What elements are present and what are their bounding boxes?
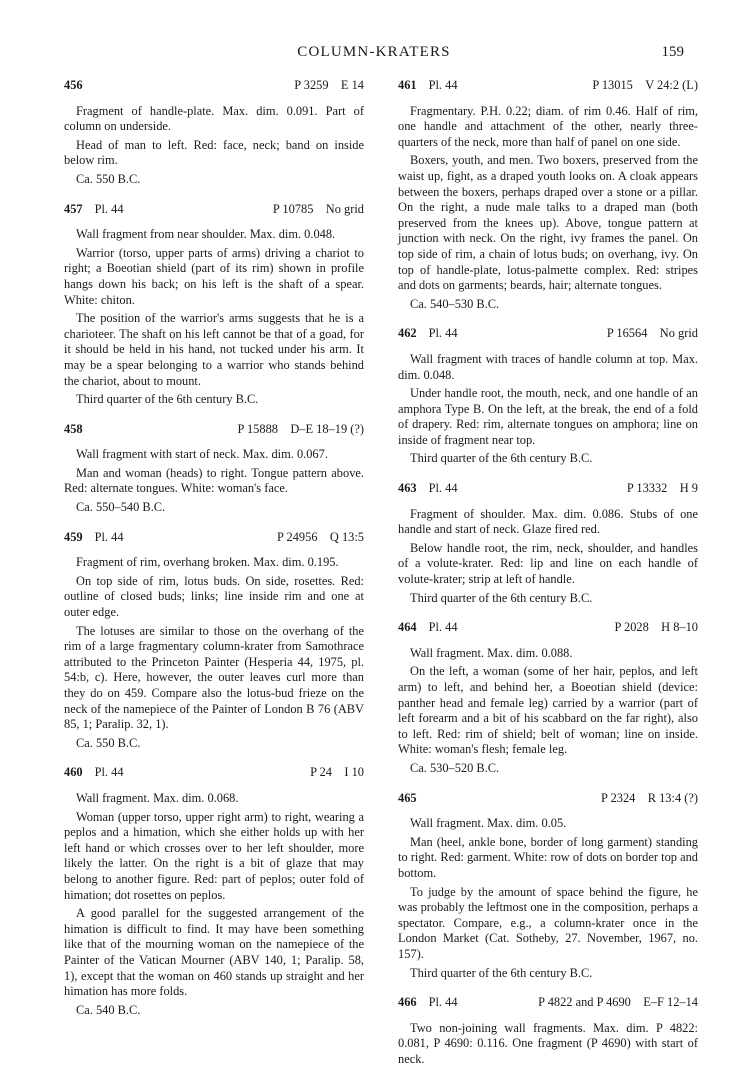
entry-paragraph: To judge by the amount of space behind the figure, he was probably the leftmost one in the composition, perhaps a spectator. Compare, e.g., a column-krater once in the London Market (Cat. Sotheby, 27. November, 1967, no. 157). — [398, 884, 698, 961]
entry-paragraph: Man (heel, ankle bone, border of long garment) standing to right. Red: garment. White: row of dots on border top and bottom. — [398, 834, 698, 880]
entry-number: 461 — [398, 78, 417, 92]
entry-paragraph: Below handle root, the rim, neck, shoulder, and handles of a volute-krater. Red: lip and line on each handle of volute-krater; strip at left of handle. — [398, 540, 698, 587]
entry-paragraph: Head of man to left. Red: face, neck; band on inside below rim. — [64, 137, 364, 168]
entry-paragraph: Warrior (torso, upper parts of arms) driving a chariot to right; a Boeotian shield (part of its rim) shown in profile hangs down his back; on his left is the shaft of a spear. White: chiton. — [64, 245, 364, 307]
entry-heading — [64, 530, 364, 551]
inventory-reference: P 16564 No grid — [606, 326, 698, 341]
entry-paragraph: Wall fragment. Max. dim. 0.088. — [410, 645, 573, 660]
plate-reference: Pl. 44 — [94, 529, 124, 544]
running-title: COLUMN-KRATERS — [297, 44, 451, 60]
entry-number: 458 — [64, 421, 83, 436]
plate-reference: Pl. 44 — [428, 995, 458, 1010]
entry-paragraph: Wall fragment. Max. dim. 0.068. — [76, 790, 239, 805]
entry-number: 463 — [398, 481, 417, 496]
inventory-reference: P 24956 Q 13:5 — [277, 529, 364, 544]
entry-paragraph: Man and woman (heads) to right. Tongue pattern above. Red: alternate tongues. White: woman's face. — [64, 465, 364, 496]
catalogue-entry — [64, 78, 364, 188]
plate-reference: Pl. 44 — [94, 765, 124, 780]
inventory-reference: P 2324 R 13:4 (?) — [601, 790, 698, 805]
right-column — [398, 78, 698, 1081]
entry-date: Ca. 530–520 B.C. — [410, 760, 500, 775]
entry-number: 466 — [398, 995, 417, 1010]
catalogue-entry — [398, 620, 698, 776]
entry-heading — [64, 422, 364, 443]
entry-paragraph: The position of the warrior's arms suggests that he is a charioteer. The shaft on his left cannot be that of a goad, for it should be held in his hand, not tucked under his arm. It may be a spear belonging to a warrior who stands behind the chariot, about to mount. — [64, 311, 364, 388]
entry-date: Ca. 550–540 B.C. — [76, 500, 166, 515]
entry-heading — [64, 202, 364, 223]
entry-date: Third quarter of the 6th century B.C. — [410, 590, 593, 605]
entry-date: Ca. 550 B.C. — [76, 735, 141, 750]
entry-paragraph: A good parallel for the suggested arrangement of the himation is difficult to find. It may have been something like that of the mourning woman on the namepiece of the Painter of the Vatican Mourner (ABV 140, 1; Paralip. 58, 1), except that the woman on 460 stands up straight and her himation has more folds. — [64, 906, 364, 999]
entry-heading — [398, 791, 698, 812]
inventory-reference: P 24 I 10 — [310, 765, 364, 780]
entry-date: Third quarter of the 6th century B.C. — [76, 392, 259, 407]
entry-heading — [398, 995, 698, 1016]
inventory-reference: P 15888 D–E 18–19 (?) — [237, 421, 364, 436]
entry-heading — [398, 481, 698, 502]
entry-paragraph: Wall fragment from near shoulder. Max. dim. 0.048. — [76, 227, 336, 242]
entry-number: 460 — [64, 765, 83, 780]
entry-date: Third quarter of the 6th century B.C. — [410, 965, 593, 980]
catalogue-entry — [398, 481, 698, 606]
catalogue-entry — [398, 791, 698, 982]
entry-paragraph: Fragment of handle-plate. Max. dim. 0.091. Part of column on underside. — [64, 103, 364, 134]
entry-date: Ca. 540–530 B.C. — [410, 296, 500, 311]
entry-paragraph: Fragment of shoulder. Max. dim. 0.086. Stubs of one handle and start of neck. Glaze fired red. — [398, 506, 698, 537]
entry-paragraph: On the left, a woman (some of her hair, peplos, and left arm) to left, and behind her, a Boeotian shield (device: panther head and female leg) carried by a warrior (part of left forearm and a bit of his scabbard on the far right), also to left. Red: rim of shield; belt of woman; line on inside. White: woman's flesh; female leg. — [398, 664, 698, 757]
inventory-reference: P 3259 E 14 — [294, 78, 364, 92]
entry-number: 465 — [398, 790, 417, 805]
inventory-reference: P 13015 V 24:2 (L) — [592, 78, 698, 92]
entry-number: 459 — [64, 529, 83, 544]
plate-reference: Pl. 44 — [94, 201, 124, 216]
entry-heading — [398, 620, 698, 641]
entry-date: Third quarter of the 6th century B.C. — [410, 451, 593, 466]
inventory-reference: P 10785 No grid — [272, 201, 364, 216]
entry-paragraph: Wall fragment with traces of handle column at top. Max. dim. 0.048. — [398, 351, 698, 382]
entry-paragraph: Wall fragment. Max. dim. 0.05. — [410, 816, 567, 831]
catalogue-entry — [64, 530, 364, 752]
entry-paragraph: Under handle root, the mouth, neck, and one handle of an amphora Type B. On the left, at the break, the end of a fold of drapery. Red: rim, alternate tongues on amphora; line on inside of fragment near top. — [398, 386, 698, 447]
entry-number: 464 — [398, 620, 417, 635]
entry-number: 456 — [64, 78, 83, 92]
entry-number: 457 — [64, 201, 83, 216]
catalogue-entry — [398, 995, 698, 1067]
plate-reference: Pl. 44 — [428, 326, 458, 341]
plate-reference: Pl. 44 — [428, 481, 458, 496]
running-header — [64, 44, 684, 66]
catalogue-entry — [64, 202, 364, 408]
inventory-reference: P 4822 and P 4690 E–F 12–14 — [538, 995, 698, 1010]
left-column — [64, 78, 364, 1032]
entry-paragraph: Boxers, youth, and men. Two boxers, preserved from the waist up, fight, as a draped youth looks on. A cloak appears between the boxers, perhaps draped over a stone or a pillar. On the right, a nude male talks to a draped man (both preserved from the knees up). Above, tongue pattern at junction with neck. On the right, ivy frames the panel. On top side of rim, a chain of lotus buds; on overhang, ivy. On top of handle-plate, lotus-palmette complex. Red: stripes and dots on garments; beards, hair; alternate tongues. — [398, 153, 698, 293]
entry-heading — [398, 326, 698, 347]
entry-date: Ca. 540 B.C. — [76, 1002, 141, 1017]
entry-date: Ca. 550 B.C. — [76, 171, 141, 186]
entry-paragraph: Woman (upper torso, upper right arm) to right, wearing a peplos and a himation, which she either holds up with her left hand or which crosses over to her left shoulder, more likely the latter. On the right is a bit of glaze that may belong to another figure. Red: part of peplos; outer fold of himation; dot rosettes on peplos. — [64, 809, 364, 902]
entry-heading — [398, 78, 698, 99]
catalogue-entry — [64, 422, 364, 516]
page-number: 159 — [661, 44, 684, 60]
inventory-reference: P 2028 H 8–10 — [614, 620, 698, 635]
catalogue-entry — [64, 765, 364, 1018]
entry-paragraph: Two non-joining wall fragments. Max. dim. P 4822: 0.081, P 4690: 0.116. One fragment (P 4690) with start of neck. — [398, 1020, 698, 1066]
entry-heading — [64, 78, 364, 99]
entry-paragraph: The lotuses are similar to those on the overhang of the rim of a large fragmentary column-krater from Samothrace attributed to the Princeton Painter (Hesperia 44, 1975, pl. 54:b, c). Here, however, the outer leaves curl more than they do on 459. Compare also the lotus-bud frieze on the neck of the namepiece of the Painter of London B 76 (ABV 85, 1; Paralip. 32, 1). — [64, 623, 364, 732]
entry-heading — [64, 765, 364, 786]
catalogue-entry — [398, 326, 698, 467]
inventory-reference: P 13332 H 9 — [626, 481, 698, 496]
entry-paragraph: Fragmentary. P.H. 0.22; diam. of rim 0.46. Half of rim, one handle and attachment of the other, nearly three-quarters of the neck, more than half of panel on one side. — [398, 103, 698, 149]
catalogue-entry — [398, 78, 698, 312]
entry-paragraph: On top side of rim, lotus buds. On side, rosettes. Red: outline of closed buds; links; line inside rim and one at outer edge. — [64, 573, 364, 620]
entry-paragraph: Wall fragment with start of neck. Max. dim. 0.067. — [76, 447, 328, 462]
plate-reference: Pl. 44 — [428, 78, 458, 92]
entry-number: 462 — [398, 326, 417, 341]
plate-reference: Pl. 44 — [428, 620, 458, 635]
entry-paragraph: Fragment of rim, overhang broken. Max. dim. 0.195. — [76, 555, 339, 570]
